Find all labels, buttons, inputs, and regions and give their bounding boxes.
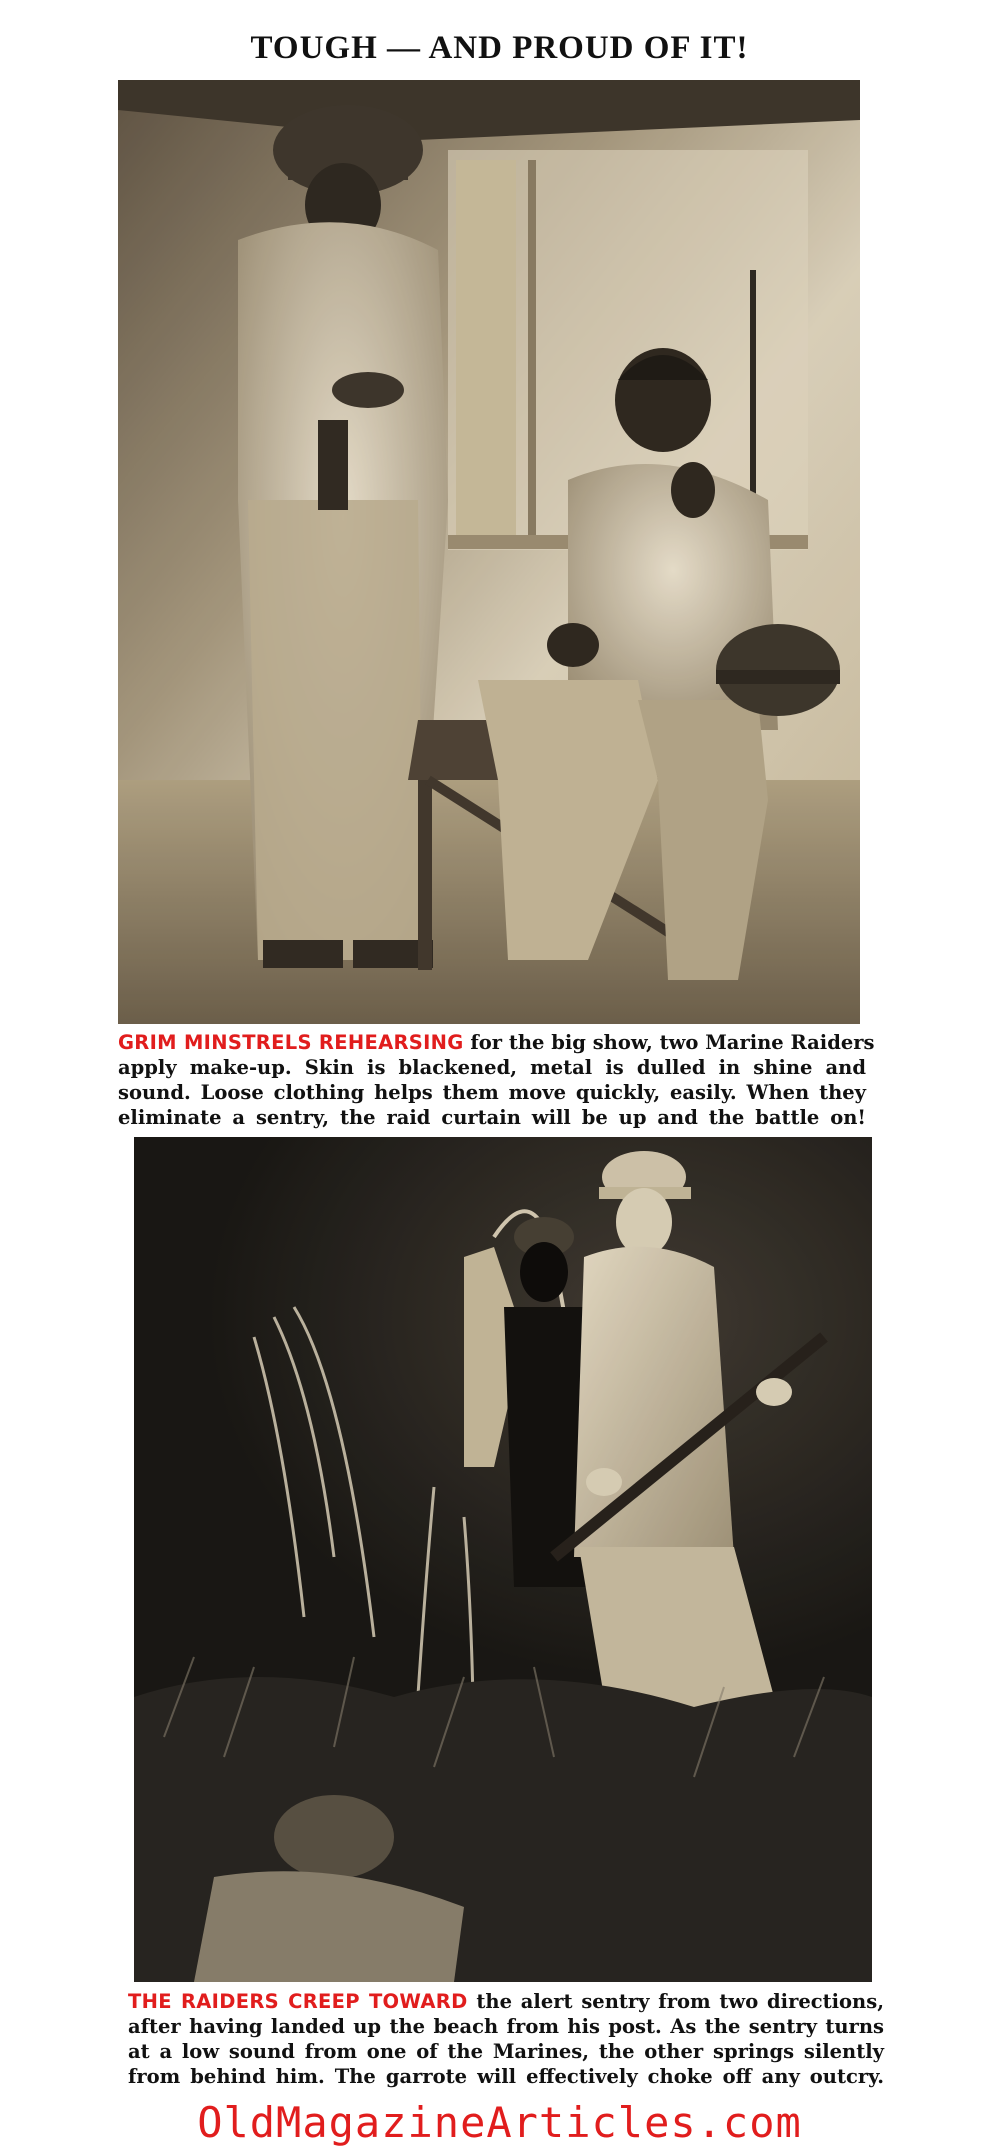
- page-title: TOUGH — AND PROUD OF IT!: [250, 30, 749, 66]
- caption-raiders-creep: [128, 1989, 884, 2089]
- caption-line: sound. Loose clothing helps them move quickly, easily. When they: [118, 1081, 866, 1104]
- caption-line: eliminate a sentry, the raid curtain will be up and the battle on!: [118, 1106, 866, 1129]
- caption-lead: GRIM MINSTRELS REHEARSING: [118, 1031, 464, 1054]
- caption-line: at a low sound from one of the Marines, the other springs silently: [128, 2040, 884, 2063]
- watermark: OldMagazineArticles.com: [197, 2098, 802, 2147]
- photo-rehearsal-illustration: [118, 80, 860, 1024]
- caption-line: from behind him. The garrote will effectively choke off any outcry.: [128, 2065, 884, 2088]
- caption-line: [128, 1989, 884, 2014]
- caption-grim-minstrels: [118, 1030, 875, 1130]
- caption-text: for the big show, two Marine Raiders: [463, 1031, 875, 1054]
- caption-line: after having landed up the beach from his post. As the sentry turns: [128, 2015, 884, 2038]
- caption-line: [118, 1030, 875, 1055]
- caption-text: the alert sentry from two directions,: [467, 1990, 884, 2013]
- caption-lead: THE RAIDERS CREEP TOWARD: [128, 1990, 468, 2013]
- photo-marines-rehearsing: [118, 80, 860, 1024]
- photo-raiders-creeping: [134, 1137, 872, 1982]
- photo-night-raid-illustration: [134, 1137, 872, 1982]
- caption-line: apply make-up. Skin is blackened, metal is dulled in shine and: [118, 1056, 866, 1079]
